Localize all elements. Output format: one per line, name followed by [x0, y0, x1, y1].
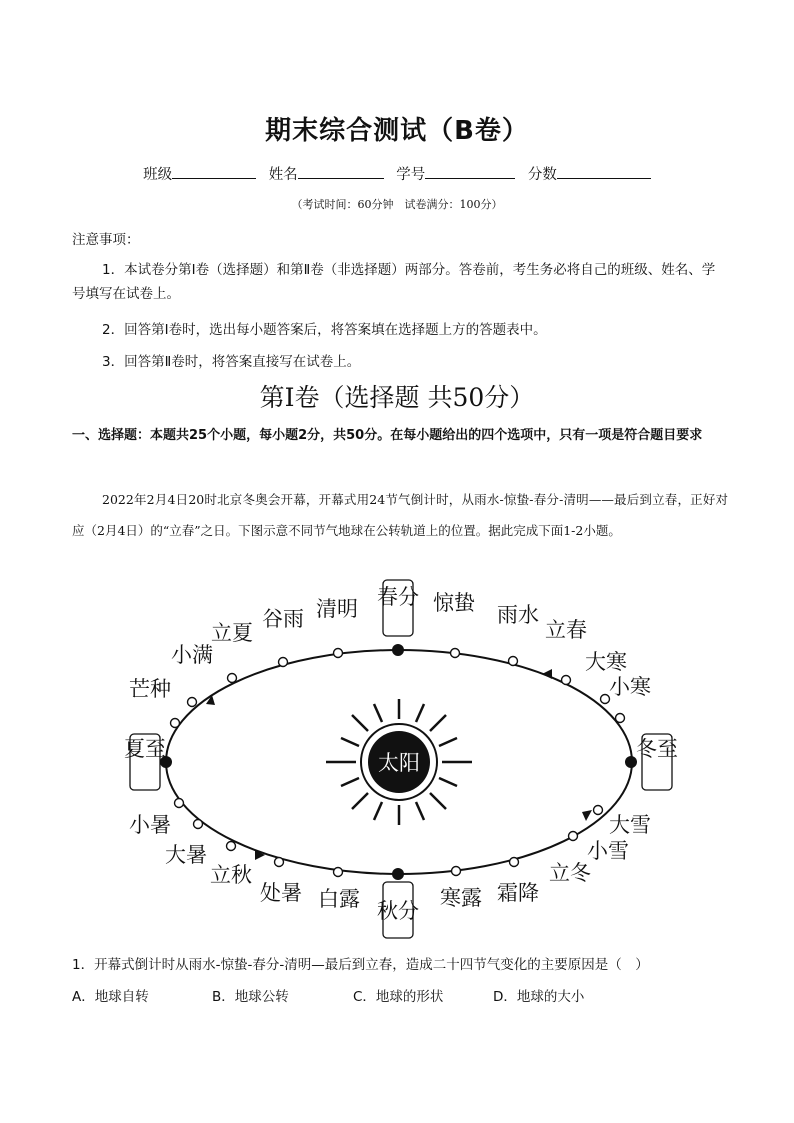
- term-dahan-label: 大寒: [585, 650, 627, 674]
- notes-title: 注意事项：: [72, 232, 140, 248]
- term-bailu-label: 白露: [318, 887, 360, 911]
- question-1-text: 1．开幕式倒计时从雨水-惊蛰-春分-清明—最后到立春，造成二十四节气变化的主要原因是（ ）: [72, 957, 649, 973]
- term-jingzhe-label: 惊蛰: [433, 591, 475, 615]
- term-liqiu-label: 立秋: [210, 863, 252, 887]
- orbit-arrow-icon: [582, 810, 592, 821]
- term-qingming-label: 清明: [316, 597, 358, 621]
- section-title: 第Ⅰ卷（选择题 共50分）: [259, 383, 535, 412]
- term-xiaoxue-label: 小雪: [587, 839, 629, 863]
- term-daxue-label: 大雪: [609, 813, 651, 837]
- term-xiaoman-label: 小满: [171, 643, 213, 667]
- orbit-arrow-icon: [542, 669, 552, 679]
- term-guyu-label: 谷雨: [262, 607, 304, 631]
- term-lidong-label: 立冬: [549, 861, 591, 885]
- part-title: 一、选择题：本题共25个小题，每小题2分，共50分。在每小题给出的四个选项中，只有一项是符合题目要求: [72, 428, 703, 443]
- name-field[interactable]: [269, 163, 384, 184]
- term-chushu-label: 处暑: [260, 881, 302, 905]
- name-label: 姓名: [268, 167, 298, 183]
- class-label: 班级: [143, 167, 173, 183]
- term-dongzhi-label: 冬至: [636, 737, 678, 761]
- note-item: 2．回答第Ⅰ卷时，选出每小题答案后，将答案填在选择题上方的答题表中。: [102, 322, 547, 338]
- term-lixia-label: 立夏: [211, 621, 253, 645]
- question-1-option-a[interactable]: A．地球自转: [72, 989, 149, 1005]
- question-1-option-c[interactable]: C．地球的形状: [353, 989, 444, 1005]
- term-xiaohan-label: 小寒: [609, 675, 651, 699]
- student-info-line: [0, 163, 794, 184]
- term-dashu-label: 大暑: [165, 843, 207, 867]
- term-shuangjiang-label: 霜降: [497, 881, 539, 905]
- solar-terms-orbit-diagram: [100, 570, 700, 950]
- score-blank[interactable]: [557, 165, 651, 179]
- student-id-label: 学号: [396, 167, 426, 183]
- question-1-option-d[interactable]: D．地球的大小: [493, 989, 585, 1005]
- name-blank[interactable]: [298, 165, 384, 179]
- sun-label: 太阳: [378, 751, 420, 775]
- student-id-blank[interactable]: [425, 165, 515, 179]
- class-field[interactable]: [143, 163, 256, 184]
- exam-time-note: （考试时间：60分钟 试卷满分：100分）: [291, 198, 503, 211]
- term-hanlu-label: 寒露: [440, 886, 482, 910]
- class-blank[interactable]: [172, 165, 256, 179]
- score-field[interactable]: [528, 163, 651, 184]
- term-qiufen-label: 秋分: [377, 899, 419, 923]
- note-item: 1．本试卷分第Ⅰ卷（选择题）和第Ⅱ卷（非选择题）两部分。答卷前，考生务必将自己的班级、姓名、学号填写在试卷上。: [72, 262, 716, 302]
- term-yushui-label: 雨水: [497, 603, 539, 627]
- term-mangzhong-label: 芒种: [129, 677, 171, 701]
- term-xiaoshu-label: 小暑: [129, 813, 171, 837]
- question-1-option-b[interactable]: B．地球公转: [212, 989, 289, 1005]
- term-lichun-label: 立春: [545, 618, 587, 642]
- term-xiazhi-label: 夏至: [124, 737, 166, 761]
- student-id-field[interactable]: [396, 163, 515, 184]
- note-item: 3．回答第Ⅱ卷时，将答案直接写在试卷上。: [102, 354, 361, 370]
- question-stem: 2022年2月4日20时北京冬奥会开幕，开幕式用24节气倒计时，从雨水-惊蛰-春分-清明——最后到立春，正好对应（2月4日）的“立春”之日。下图示意不同节气地球在公转轨道上的位置。据此完成下面1-2小题。: [72, 492, 728, 538]
- page-title: 期末综合测试（B卷）: [265, 116, 529, 146]
- term-chunfen-char1: 春分: [377, 585, 419, 609]
- score-label: 分数: [527, 167, 557, 183]
